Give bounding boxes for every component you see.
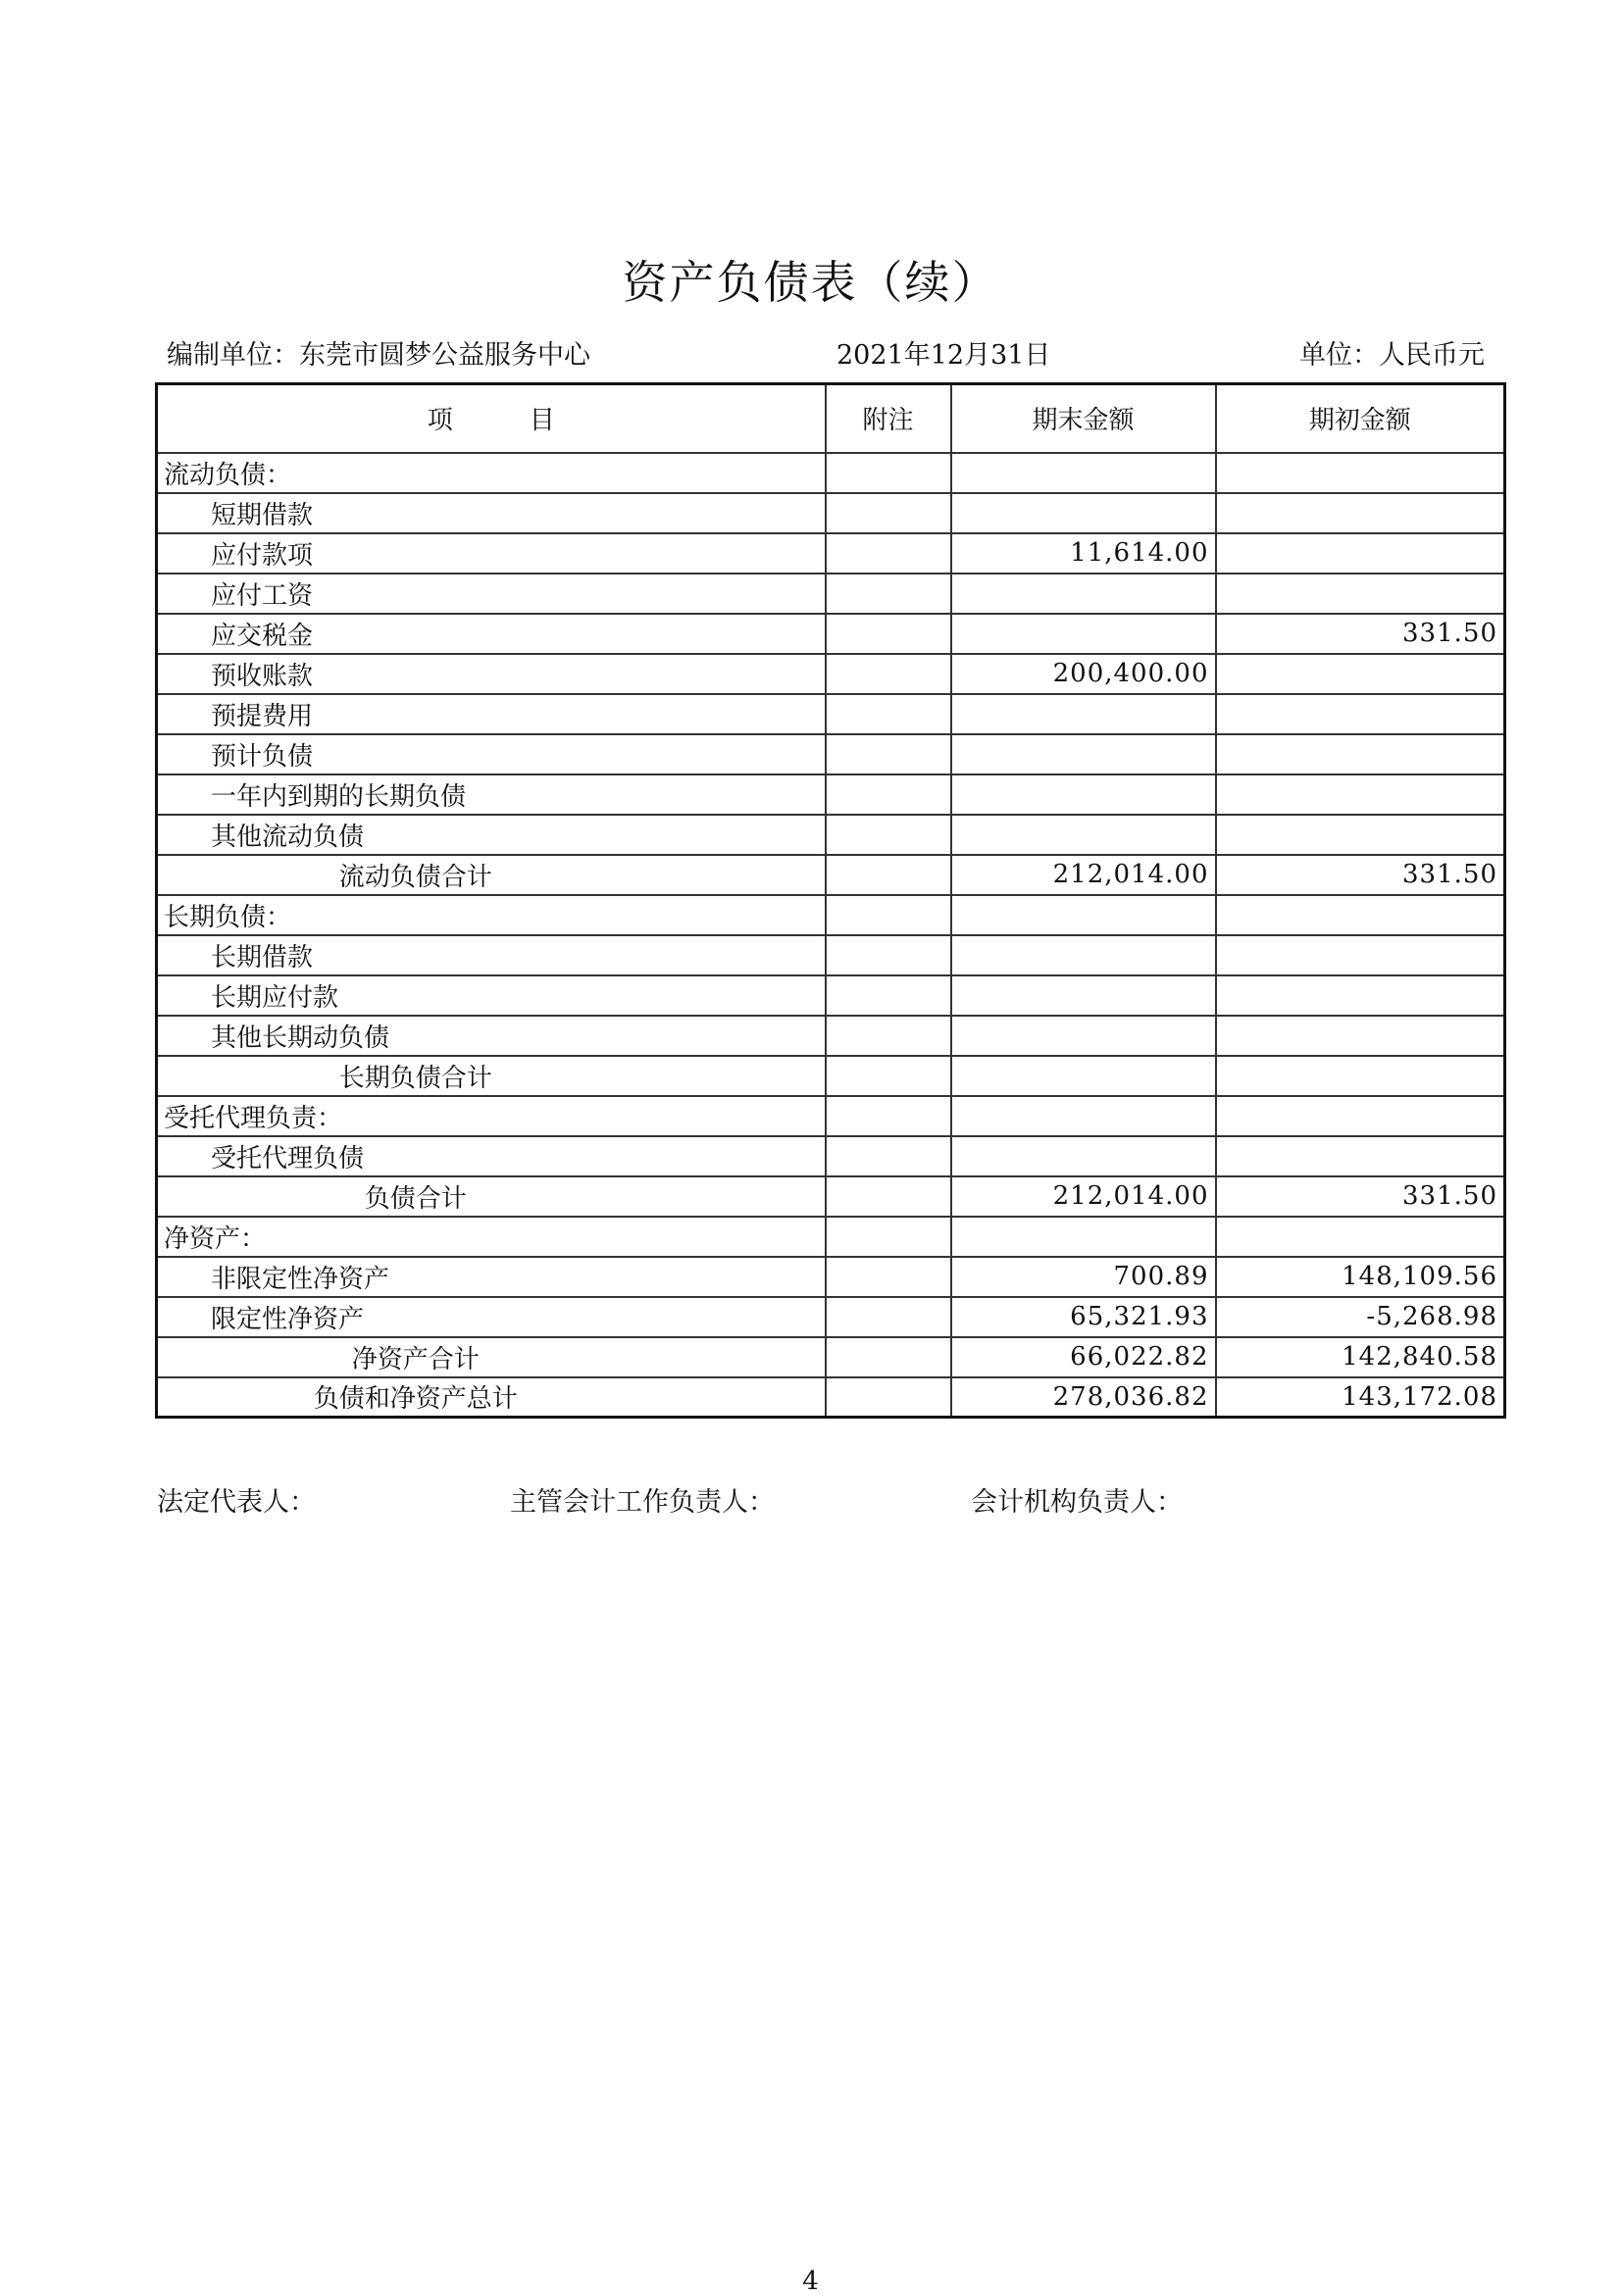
row-beginning-amount [1216,895,1505,935]
row-beginning-amount [1216,935,1505,975]
row-item-label: 应付工资 [157,574,826,614]
row-item-label: 长期负债合计 [157,1056,826,1096]
institution-head-signature: 会计机构负责人： [971,1487,1183,1518]
row-beginning-amount [1216,574,1505,614]
table-row [157,855,1505,895]
row-beginning-amount: 143,172.08 [1216,1377,1505,1418]
row-note [826,734,951,774]
row-note [826,614,951,654]
row-note [826,895,951,935]
row-ending-amount [951,734,1216,774]
row-beginning-amount: 331.50 [1216,855,1505,895]
row-item-label: 预计负债 [157,734,826,774]
row-beginning-amount [1216,975,1505,1016]
table-row [157,614,1505,654]
table-row [157,654,1505,694]
table-row [157,815,1505,855]
table-row [157,1056,1505,1096]
row-beginning-amount [1216,815,1505,855]
row-ending-amount: 212,014.00 [951,1176,1216,1217]
table-body [157,453,1505,1418]
row-item-label: 限定性净资产 [157,1297,826,1337]
row-note [826,1337,951,1377]
row-note [826,654,951,694]
row-item-label: 短期借款 [157,493,826,533]
table-row [157,694,1505,734]
row-note [826,1136,951,1176]
row-beginning-amount [1216,493,1505,533]
row-beginning-amount [1216,1096,1505,1136]
row-item-label: 净资产： [157,1217,826,1257]
row-ending-amount: 11,614.00 [951,533,1216,574]
row-item-label: 一年内到期的长期负债 [157,774,826,815]
row-item-label: 长期应付款 [157,975,826,1016]
row-beginning-amount: 331.50 [1216,614,1505,654]
table-row [157,975,1505,1016]
table-row [157,1136,1505,1176]
row-note [826,774,951,815]
table-row [157,1176,1505,1217]
row-beginning-amount [1216,453,1505,493]
row-beginning-amount [1216,774,1505,815]
legal-representative-signature: 法定代表人： [157,1487,316,1518]
row-ending-amount: 66,022.82 [951,1337,1216,1377]
row-item-label: 预提费用 [157,694,826,734]
row-ending-amount [951,1096,1216,1136]
row-note [826,493,951,533]
row-ending-amount [951,815,1216,855]
row-note [826,1217,951,1257]
row-item-label: 应付款项 [157,533,826,574]
row-item-label: 受托代理负债 [157,1136,826,1176]
table-row [157,935,1505,975]
row-ending-amount: 278,036.82 [951,1377,1216,1418]
table-row [157,895,1505,935]
table-row [157,493,1505,533]
column-header-ending-amount: 期末金额 [951,384,1216,453]
row-beginning-amount [1216,1056,1505,1096]
row-item-label: 流动负债合计 [157,855,826,895]
row-item-label: 净资产合计 [157,1337,826,1377]
page-title: 资产负债表（续） [622,256,999,309]
row-beginning-amount [1216,1136,1505,1176]
row-beginning-amount: 148,109.56 [1216,1257,1505,1297]
row-beginning-amount [1216,533,1505,574]
row-ending-amount [951,935,1216,975]
row-ending-amount [951,453,1216,493]
row-beginning-amount [1216,1217,1505,1257]
row-note [826,815,951,855]
row-item-label: 受托代理负责： [157,1096,826,1136]
row-item-label: 长期负债： [157,895,826,935]
table-row [157,1257,1505,1297]
accounting-head-signature: 主管会计工作负责人： [510,1487,775,1518]
balance-sheet-table [155,382,1506,1419]
row-ending-amount: 65,321.93 [951,1297,1216,1337]
row-item-label: 负债合计 [157,1176,826,1217]
currency-unit: 单位：人民币元 [1299,340,1485,371]
row-ending-amount: 200,400.00 [951,654,1216,694]
row-item-label: 流动负债： [157,453,826,493]
column-header-note: 附注 [826,384,951,453]
table-row [157,574,1505,614]
row-item-label: 负债和净资产总计 [157,1377,826,1418]
row-beginning-amount: 331.50 [1216,1176,1505,1217]
row-ending-amount: 212,014.00 [951,855,1216,895]
row-beginning-amount: -5,268.98 [1216,1297,1505,1337]
row-ending-amount [951,774,1216,815]
row-item-label: 预收账款 [157,654,826,694]
row-ending-amount [951,895,1216,935]
report-date: 2021年12月31日 [836,340,1051,371]
row-note [826,574,951,614]
row-ending-amount [951,694,1216,734]
page-number: 4 [802,2267,819,2296]
row-note [826,694,951,734]
row-note [826,855,951,895]
row-note [826,1096,951,1136]
row-ending-amount [951,975,1216,1016]
row-ending-amount [951,1056,1216,1096]
row-note [826,1176,951,1217]
row-item-label: 其他长期动负债 [157,1016,826,1056]
row-note [826,1257,951,1297]
row-item-label: 长期借款 [157,935,826,975]
preparing-unit: 编制单位：东莞市圆梦公益服务中心 [167,340,590,371]
row-ending-amount [951,1217,1216,1257]
table-row [157,774,1505,815]
row-beginning-amount [1216,654,1505,694]
row-item-label: 其他流动负债 [157,815,826,855]
row-note [826,1056,951,1096]
table-row [157,533,1505,574]
row-note [826,935,951,975]
table-row [157,1016,1505,1056]
row-item-label: 非限定性净资产 [157,1257,826,1297]
row-ending-amount [951,614,1216,654]
table-row [157,1297,1505,1337]
row-ending-amount: 700.89 [951,1257,1216,1297]
row-note [826,1297,951,1337]
row-ending-amount [951,574,1216,614]
column-header-item: 项 目 [157,384,826,453]
table-row [157,453,1505,493]
row-item-label: 应交税金 [157,614,826,654]
row-note [826,975,951,1016]
row-beginning-amount [1216,694,1505,734]
row-note [826,453,951,493]
row-beginning-amount: 142,840.58 [1216,1337,1505,1377]
row-note [826,1016,951,1056]
table-row [157,734,1505,774]
row-beginning-amount [1216,734,1505,774]
row-note [826,1377,951,1418]
column-header-beginning-amount: 期初金额 [1216,384,1505,453]
row-ending-amount [951,493,1216,533]
row-note [826,533,951,574]
table-row [157,1377,1505,1418]
row-beginning-amount [1216,1016,1505,1056]
table-header-row [157,384,1505,453]
row-ending-amount [951,1016,1216,1056]
row-ending-amount [951,1136,1216,1176]
table-row [157,1096,1505,1136]
table-row [157,1337,1505,1377]
table-row [157,1217,1505,1257]
